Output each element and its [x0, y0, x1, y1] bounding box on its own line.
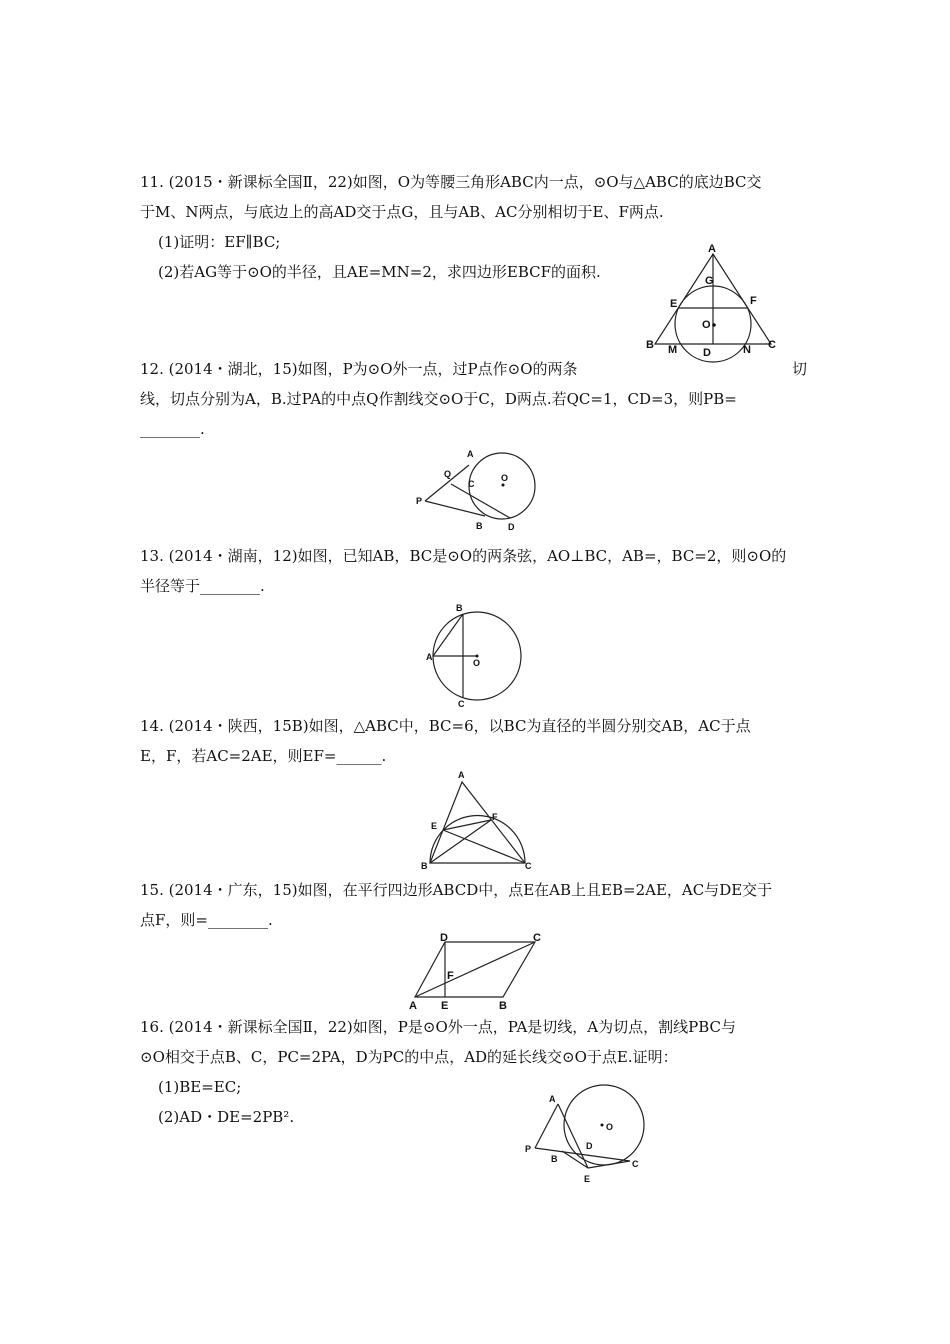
label-A: A — [467, 449, 474, 459]
label-B: B — [421, 861, 428, 871]
label-C: C — [468, 479, 475, 489]
label-C: C — [458, 699, 465, 709]
label-O: O — [501, 473, 509, 483]
label-A: A — [458, 770, 465, 780]
problem-16-line-1: 16. (2014・新课标全国Ⅱ，22)如图，P是⊙O外一点，PA是切线，A为切点，割线PBC与 — [140, 1018, 736, 1036]
label-B: B — [456, 603, 463, 613]
label-P: P — [525, 1144, 532, 1154]
label-E: E — [431, 821, 438, 831]
figure-16-tangent-secant — [520, 1085, 650, 1190]
label-A: A — [708, 243, 716, 255]
label-D: D — [508, 522, 515, 532]
label-O: O — [473, 658, 481, 668]
secant-qd — [451, 484, 510, 518]
center-o-dot — [502, 484, 505, 487]
center-o-dot — [601, 1124, 604, 1127]
label-E: E — [584, 1174, 591, 1184]
label-F: F — [447, 970, 454, 982]
figure-15-parallelogram — [405, 930, 555, 1010]
label-D: D — [703, 347, 711, 359]
label-B: B — [551, 1154, 558, 1164]
tangent-pa — [535, 1104, 558, 1148]
problem-15-line-2: 点F，则=________. — [140, 911, 273, 929]
label-B: B — [476, 521, 483, 531]
label-G: G — [705, 275, 714, 287]
problem-11-part-2: (2)若AG等于⊙O的半径，且AE=MN=2，求四边形EBCF的面积. — [158, 263, 601, 281]
problem-14-line-1: 14. (2014・陕西，15B)如图，△ABC中，BC=6，以BC为直径的半圆分别交AB，AC于点 — [140, 717, 751, 735]
problem-11-part-1: (1)证明：EF∥BC; — [158, 233, 281, 251]
problem-11-line-2: 于M、N两点，与底边上的高AD交于点G，且与AB、AC分别相切于E、F两点. — [140, 203, 664, 221]
segment-ec — [588, 1161, 630, 1168]
diagonal-ac — [415, 942, 535, 997]
label-O: O — [606, 1122, 614, 1132]
label-A: A — [426, 652, 433, 662]
figure-14-semicircle-triangle — [415, 768, 540, 873]
problem-14-line-2: E，F，若AC=2AE，则EF=______. — [140, 747, 387, 765]
problem-13-line-1: 13. (2014・湖南，12)如图，已知AB，BC是⊙O的两条弦，AO⊥BC，AB=，BC=2，则⊙O的 — [140, 547, 787, 565]
label-C: C — [632, 1159, 639, 1169]
label-F: F — [492, 812, 498, 822]
label-B: B — [499, 1000, 507, 1012]
problem-16-part-1: (1)BE=EC; — [158, 1078, 242, 1096]
figure-12-tangents-secant — [410, 440, 545, 540]
chord-ab — [433, 614, 463, 656]
label-A: A — [549, 1094, 556, 1104]
label-A: A — [409, 1000, 417, 1012]
label-N: N — [743, 344, 751, 356]
label-D: D — [586, 1141, 593, 1151]
label-E: E — [670, 298, 678, 310]
problem-12-line-3: ________. — [140, 420, 205, 438]
label-Q: Q — [444, 469, 452, 479]
circle-o — [564, 1085, 644, 1165]
label-C: C — [533, 932, 541, 944]
tangent-pb — [425, 501, 485, 516]
label-B: B — [646, 339, 654, 351]
problem-13-line-2: 半径等于________. — [140, 577, 265, 595]
center-o-dot — [712, 323, 716, 327]
problem-16-line-2: ⊙O相交于点B、C，PC=2PA，D为PC的中点，AD的延长线交⊙O于点E.证明： — [140, 1048, 678, 1066]
problem-11-line-1: 11. (2015・新课标全国Ⅱ，22)如图，O为等腰三角形ABC内一点，⊙O与△ABC的底边BC交 — [140, 173, 762, 191]
figure-11-isosceles-triangle-incircle — [640, 240, 790, 365]
label-P: P — [416, 496, 423, 506]
label-F: F — [750, 295, 757, 307]
problem-12-line-2: 线，切点分别为A，B.过PA的中点Q作割线交⊙O于C，D两点.若QC=1，CD=3，则PB= — [140, 390, 737, 408]
figure-13-chords — [420, 600, 530, 710]
label-O: O — [702, 319, 711, 331]
label-C: C — [525, 861, 532, 871]
problem-16-part-2: (2)AD・DE=2PB². — [158, 1108, 295, 1126]
problem-12-line-1: 12. (2014・湖北，15)如图，P为⊙O外一点，过P点作⊙O的两条 — [140, 360, 578, 378]
label-E: E — [441, 1000, 449, 1012]
label-D: D — [440, 932, 448, 944]
problem-15-line-1: 15. (2014・广东，15)如图，在平行四边形ABCD中，点E在AB上且EB=2AE，AC与DE交于 — [140, 881, 773, 899]
label-M: M — [668, 344, 678, 356]
problem-12-line-1-end: 切 — [792, 360, 808, 378]
label-C: C — [768, 339, 776, 351]
